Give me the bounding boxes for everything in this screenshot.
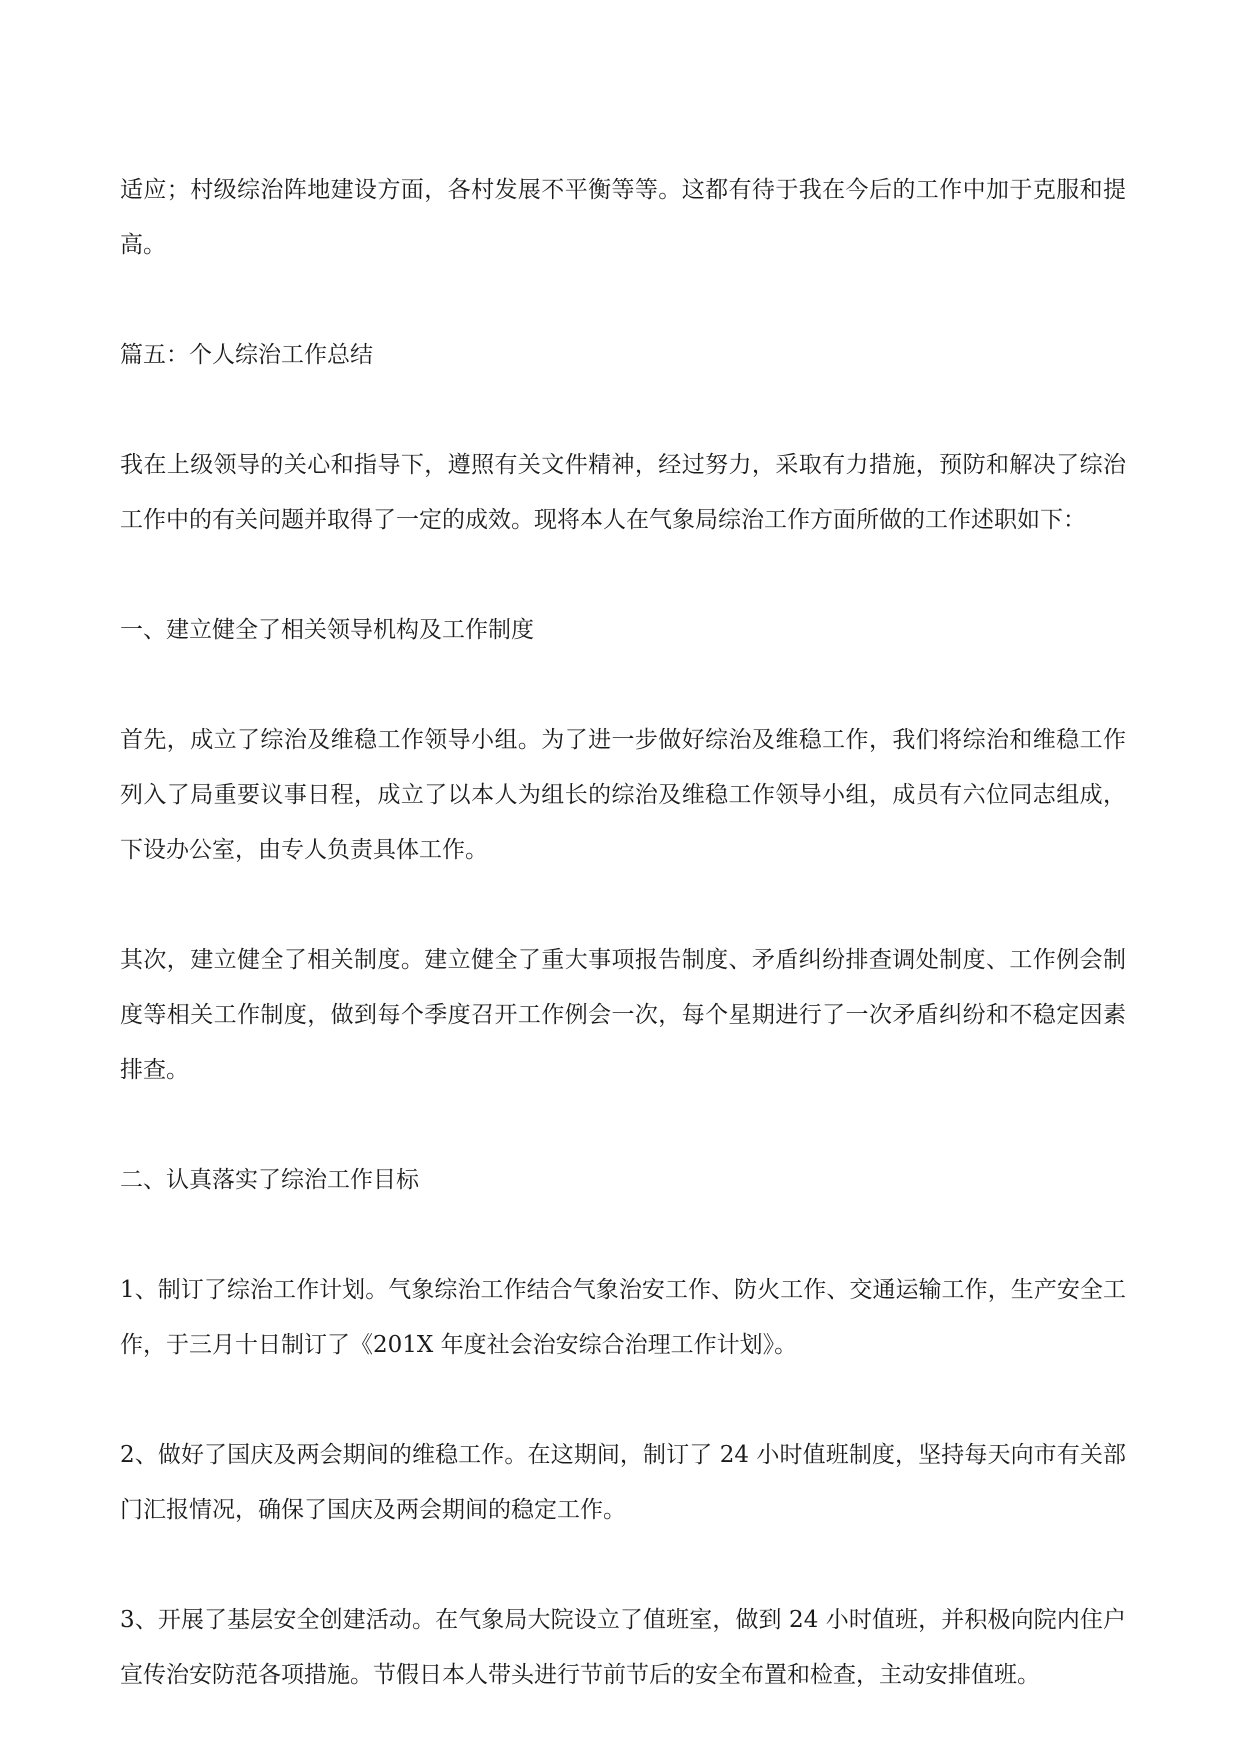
paragraph-first: 首先，成立了综治及维稳工作领导小组。为了进一步做好综治及维稳工作，我们将综治和维稳工作列入了局重要议事日程，成立了以本人为组长的综治及维稳工作领导小组，成员有六位同志组成，下设办公室，由专人负责具体工作。: [120, 727, 1126, 863]
item-2: 2、做好了国庆及两会期间的维稳工作。在这期间，制订了 24 小时值班制度，坚持每天向市有关部门汇报情况，确保了国庆及两会期间的稳定工作。: [120, 1442, 1126, 1523]
document-body: [120, 163, 1126, 1703]
heading-1: 一、建立健全了相关领导机构及工作制度: [120, 617, 534, 643]
item-1: 1、制订了综治工作计划。气象综治工作结合气象治安工作、防火工作、交通运输工作，生产安全工作，于三月十日制订了《201X 年度社会治安综合治理工作计划》。: [120, 1277, 1126, 1358]
paragraph-continuation: 适应；村级综治阵地建设方面，各村发展不平衡等等。这都有待于我在今后的工作中加于克服和提高。: [120, 177, 1126, 258]
item-3: 3、开展了基层安全创建活动。在气象局大院设立了值班室，做到 24 小时值班，并积极向院内住户宣传治安防范各项措施。节假日本人带头进行节前节后的安全布置和检查，主动安排值班。: [120, 1607, 1126, 1688]
section-title: 篇五：个人综治工作总结: [120, 342, 373, 368]
paragraph-intro: 我在上级领导的关心和指导下，遵照有关文件精神，经过努力，采取有力措施，预防和解决了综治工作中的有关问题并取得了一定的成效。现将本人在气象局综治工作方面所做的工作述职如下：: [120, 452, 1126, 533]
paragraph-second: 其次，建立健全了相关制度。建立健全了重大事项报告制度、矛盾纠纷排查调处制度、工作例会制度等相关工作制度，做到每个季度召开工作例会一次，每个星期进行了一次矛盾纠纷和不稳定因素排查。: [120, 947, 1126, 1083]
heading-2: 二、认真落实了综治工作目标: [120, 1167, 419, 1193]
